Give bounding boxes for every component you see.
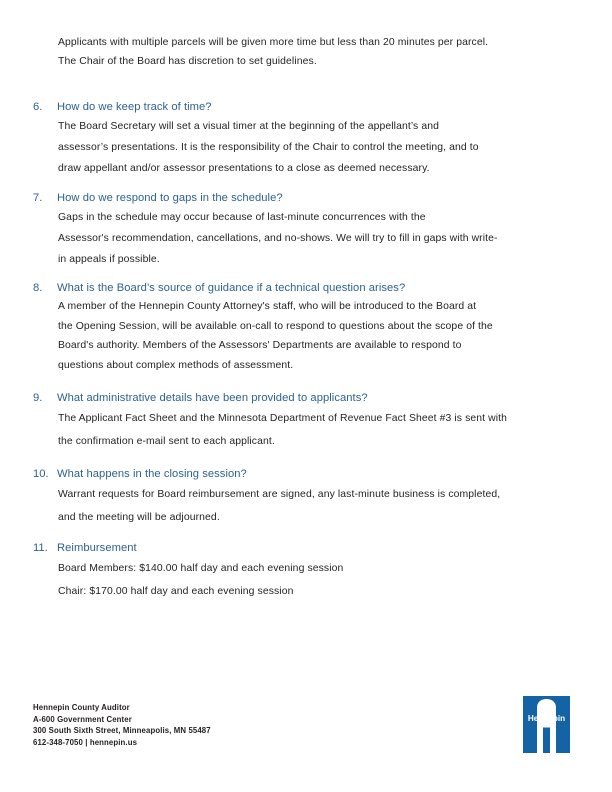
question-row bbox=[30, 99, 578, 116]
answer-text bbox=[58, 207, 576, 270]
question-heading: What is the Board’s source of guidance if a technical question arises? bbox=[57, 282, 406, 294]
footer-address bbox=[33, 702, 413, 748]
intro-line: The Chair of the Board has discretion to set guidelines. bbox=[58, 56, 317, 67]
question-heading: What administrative details have been provided to applicants? bbox=[57, 392, 368, 404]
question-heading: How do we respond to gaps in the schedule? bbox=[57, 192, 283, 204]
qa-item-10 bbox=[30, 466, 578, 529]
answer-text bbox=[58, 483, 576, 529]
answer-line: questions about complex methods of assessment. bbox=[58, 359, 294, 371]
qa-item-9 bbox=[30, 390, 578, 453]
answer-line: The Board Secretary will set a visual timer at the beginning of the appellant’s and bbox=[58, 121, 439, 132]
intro-paragraph bbox=[58, 33, 576, 71]
answer-line: Gaps in the schedule may occur because of last-minute concurrences with the bbox=[58, 212, 426, 223]
footer-line: A-600 Government Center bbox=[33, 714, 132, 724]
question-number: 9. bbox=[33, 392, 43, 404]
question-number: 6. bbox=[33, 101, 43, 113]
question-number: 8. bbox=[33, 282, 43, 294]
answer-line: The Applicant Fact Sheet and the Minnesota Department of Revenue Fact Sheet #3 is sent with bbox=[58, 413, 508, 424]
answer-text bbox=[58, 557, 576, 603]
question-row bbox=[30, 280, 578, 297]
qa-item-6 bbox=[30, 99, 578, 179]
answer-line: draw appellant and/or assessor presentations to a close as deemed necessary. bbox=[58, 163, 430, 174]
logo-wordmark: Hennepin bbox=[527, 714, 566, 724]
answer-line: assessor’s presentations. It is the responsibility of the Chair to control the meeting, and to bbox=[58, 142, 479, 153]
qa-item-8 bbox=[30, 280, 578, 375]
answer-line: and the meeting will be adjourned. bbox=[58, 512, 220, 523]
answer-line: the confirmation e-mail sent to each applicant. bbox=[58, 436, 275, 447]
question-row bbox=[30, 466, 578, 483]
answer-text bbox=[58, 116, 576, 179]
intro-line: Applicants with multiple parcels will be given more time but less than 20 minutes per parcel. bbox=[58, 37, 489, 48]
question-number: 7. bbox=[33, 192, 43, 204]
question-number: 10. bbox=[33, 468, 49, 480]
answer-line: the Opening Session, will be available on-call to respond to questions about the scope of the bbox=[58, 320, 493, 332]
question-row bbox=[30, 540, 578, 557]
answer-line: Board's authority. Members of the Assessors' Departments are available to respond to bbox=[58, 340, 462, 351]
answer-line: Board Members: $140.00 half day and each evening session bbox=[58, 563, 344, 574]
question-number: 11. bbox=[33, 542, 48, 554]
question-heading: How do we keep track of time? bbox=[57, 101, 212, 113]
answer-line: in appeals if possible. bbox=[58, 254, 160, 265]
question-heading: Reimbursement bbox=[57, 542, 137, 554]
hennepin-county-logo bbox=[523, 696, 570, 753]
footer-line: Hennepin County Auditor bbox=[33, 703, 130, 712]
qa-item-7 bbox=[30, 190, 578, 270]
answer-line: Assessor's recommendation, cancellations, and no-shows. We will try to fill in gaps with write- bbox=[58, 233, 498, 244]
hennepin-logo-icon bbox=[523, 696, 570, 753]
answer-text bbox=[58, 407, 576, 453]
answer-line: Warrant requests for Board reimbursement are signed, any last-minute business is completed, bbox=[58, 489, 501, 500]
footer-line: 300 South Sixth Street, Minneapolis, MN 55487 bbox=[33, 726, 211, 736]
footer-line: 612-348-7050 | hennepin.us bbox=[33, 737, 138, 747]
answer-line: Chair: $170.00 half day and each evening session bbox=[58, 586, 294, 597]
answer-line: A member of the Hennepin County Attorney's staff, who will be introduced to the Board at bbox=[58, 301, 477, 312]
answer-text bbox=[58, 297, 576, 375]
question-heading: What happens in the closing session? bbox=[57, 468, 247, 480]
question-row bbox=[30, 390, 578, 407]
qa-item-11 bbox=[30, 540, 578, 603]
question-row bbox=[30, 190, 578, 207]
